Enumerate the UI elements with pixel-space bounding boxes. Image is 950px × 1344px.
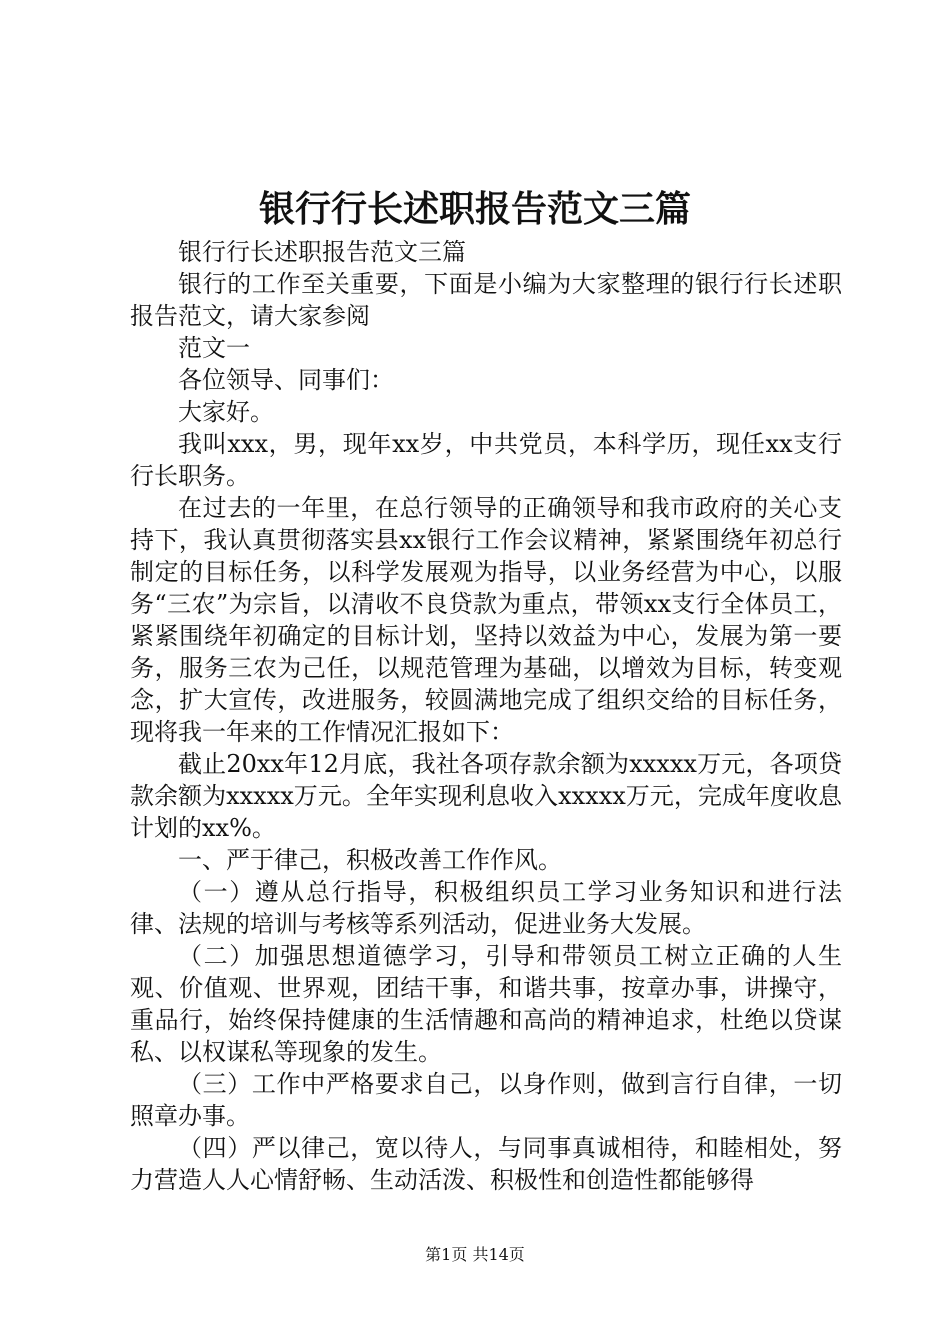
paragraph-intro: 银行的工作至关重要，下面是小编为大家整理的银行行长述职报告范文，请大家参阅: [130, 270, 842, 330]
paragraph-subtitle: 银行行长述职报告范文三篇: [178, 238, 466, 266]
paragraph-item-4: （四）严以律己，宽以待人，与同事真诚相待，和睦相处，努力营造人人心情舒畅、生动活泼、积极性和创造性都能够得: [130, 1134, 842, 1194]
paragraph-overview: 在过去的一年里，在总行领导的正确领导和我市政府的关心支持下，我认真贯彻落实县xx银行工作会议精神，紧紧围绕年初总行制定的目标任务，以科学发展观为指导，以业务经营为中心，以服务“三农”为宗旨，以清收不良贷款为重点，带领xx支行全体员工，紧紧围绕年初确定的目标计划，坚持以效益为中心，发展为第一要务，服务三农为己任，以规范管理为基础，以增效为目标，转变观念，扩大宣传，改进服务，较圆满地完成了组织交给的目标任务，现将我一年来的工作情况汇报如下：: [130, 494, 842, 746]
paragraph-heading-1: 一、严于律己，积极改善工作作风。: [178, 846, 562, 874]
paragraph-section-label: 范文一: [178, 334, 250, 362]
paragraph-self-intro: 我叫xxx，男，现年xx岁，中共党员，本科学历，现任xx支行行长职务。: [130, 430, 842, 490]
paragraph-greeting: 大家好。: [178, 398, 274, 426]
page-number: 第1页 共14页: [425, 1245, 525, 1264]
document-body: [130, 236, 842, 1196]
document-title: 银行行长述职报告范文三篇: [258, 188, 691, 230]
paragraph-item-3: （三）工作中严格要求自己，以身作则，做到言行自律，一切照章办事。: [130, 1070, 842, 1130]
paragraph-item-2: （二）加强思想道德学习，引导和带领员工树立正确的人生观、价值观、世界观，团结干事，和谐共事，按章办事，讲操守，重品行，始终保持健康的生活情趣和高尚的精神追求，杜绝以贷谋私、以权谋私等现象的发生。: [130, 942, 842, 1066]
paragraph-figures: 截止20xx年12月底，我社各项存款余额为xxxxx万元，各项贷款余额为xxxxx万元。全年实现利息收入xxxxx万元，完成年度收息计划的xx%。: [130, 750, 842, 842]
paragraph-item-1: （一）遵从总行指导，积极组织员工学习业务知识和进行法律、法规的培训与考核等系列活动，促进业务大发展。: [130, 878, 842, 938]
paragraph-salutation: 各位领导、同事们：: [178, 366, 394, 394]
